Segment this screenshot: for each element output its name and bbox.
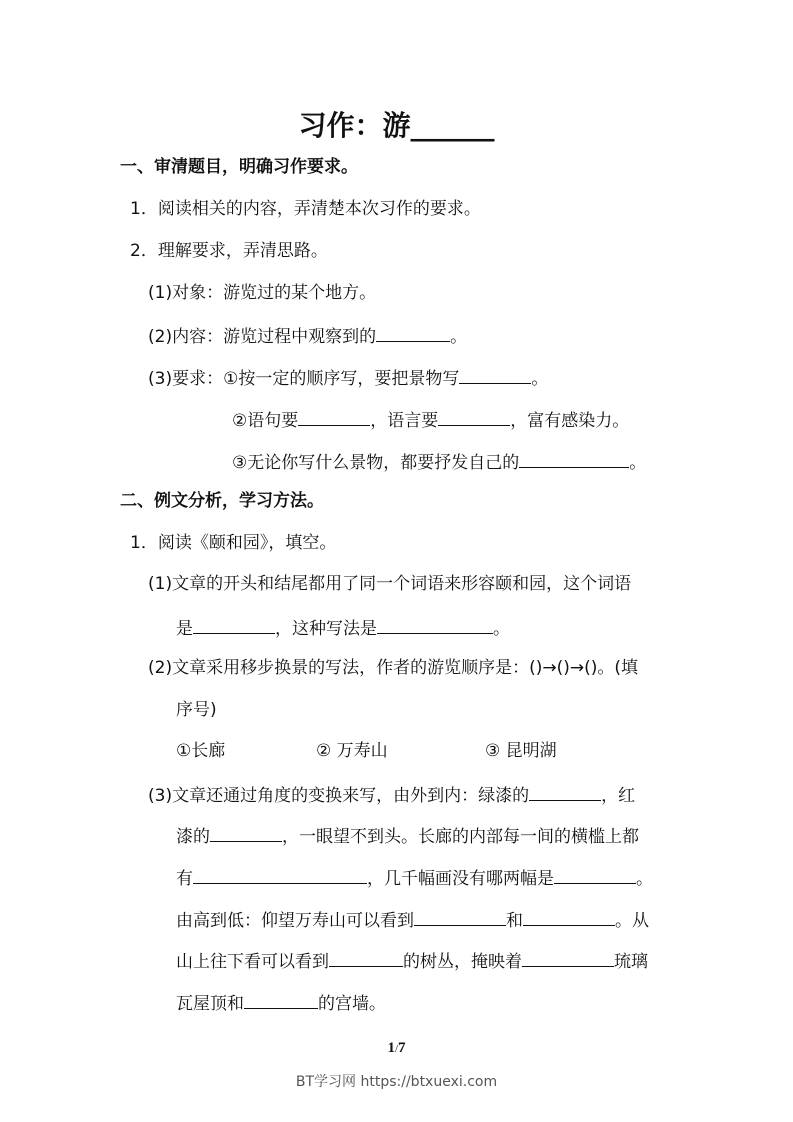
text: ，红 — [601, 786, 636, 806]
text: (2)内容：游览过程中观察到的 — [148, 327, 377, 347]
text: ③无论你写什么景物，都要抒发自己的 — [232, 453, 520, 473]
blank — [193, 615, 275, 634]
blank — [554, 865, 636, 884]
s2-q2-option3: ③ 昆明湖 — [485, 741, 557, 761]
text: ，语言要 — [370, 411, 439, 431]
title-blank: ______ — [410, 109, 495, 142]
text: 。 — [636, 869, 653, 889]
page-current: 1 — [387, 1040, 395, 1056]
s2-q3-line2 — [176, 823, 639, 848]
text: 瓦屋顶和 — [176, 994, 244, 1014]
section2-heading: 二、例文分析，学习方法。 — [120, 491, 324, 511]
page-sep: / — [394, 1043, 399, 1055]
s1-sub2 — [148, 323, 467, 348]
page-total: 7 — [398, 1040, 406, 1056]
s2-q3-line5 — [176, 948, 648, 973]
s2-q2-line2: 序号) — [176, 700, 217, 720]
title-text: 习作：游 — [298, 109, 411, 142]
blank — [193, 865, 367, 884]
text: ，一眼望不到头。长廊的内部每一间的横槛上都 — [282, 827, 639, 847]
text: 有 — [176, 869, 193, 889]
text: 由高到低：仰望万寿山可以看到 — [176, 911, 414, 931]
page-title — [0, 108, 793, 144]
section1-heading: 一、审清题目，明确习作要求。 — [120, 157, 358, 177]
blank — [459, 365, 531, 384]
text: ，富有感染力。 — [510, 411, 630, 431]
text: (3)要求：①按一定的顺序写，要把景物写 — [148, 369, 460, 389]
s2-q3-line3 — [176, 865, 653, 890]
s2-q3-line1 — [148, 782, 635, 807]
text: 。 — [531, 369, 549, 389]
s1-item2: 2．理解要求，弄清思路。 — [130, 241, 328, 261]
s2-q1-line2 — [176, 615, 510, 640]
text: 山上往下看可以看到 — [176, 952, 329, 972]
blank — [377, 615, 493, 634]
blank — [523, 907, 615, 926]
text: ，这种写法是 — [275, 619, 377, 639]
blank — [414, 907, 506, 926]
text: 。 — [493, 619, 510, 639]
blank — [376, 323, 450, 342]
s2-q3-line4 — [176, 907, 649, 932]
footer-watermark: BT学习网 https://btxuexi.com — [295, 1074, 498, 1090]
text: (3)文章还通过角度的变换来写，由外到内：绿漆的 — [148, 786, 530, 806]
text: 。 — [450, 327, 468, 347]
page-number — [0, 1040, 793, 1057]
blank — [244, 990, 318, 1009]
blank — [522, 948, 614, 967]
text: ，几千幅画没有哪两幅是 — [367, 869, 554, 889]
text: 和 — [506, 911, 523, 931]
s1-item1: 1．阅读相关的内容，弄清楚本次习作的要求。 — [130, 199, 481, 219]
blank — [529, 782, 601, 801]
blank — [519, 449, 629, 468]
s2-q2-option1: ①长廊 — [176, 741, 226, 761]
text: 。从 — [615, 911, 649, 931]
s2-q2-line1: (2)文章采用移步换景的写法，作者的游览顺序是：()→()→()。(填 — [148, 658, 638, 678]
text: 。 — [629, 453, 647, 473]
s1-sub1: (1)对象：游览过的某个地方。 — [148, 283, 377, 303]
s2-q1-line1: (1)文章的开头和结尾都用了同一个词语来形容颐和园，这个词语 — [148, 574, 632, 594]
s2-q2-option2: ② 万寿山 — [316, 741, 388, 761]
s2-item1: 1．阅读《颐和园》，填空。 — [130, 533, 337, 553]
blank — [329, 948, 403, 967]
s1-sub3 — [148, 365, 548, 390]
text: 琉璃 — [614, 952, 648, 972]
text: 漆的 — [176, 827, 210, 847]
text: 是 — [176, 619, 193, 639]
text: 的树丛，掩映着 — [403, 952, 522, 972]
blank — [438, 407, 510, 426]
s1-sub3c — [232, 449, 646, 474]
blank — [298, 407, 370, 426]
text: 的宫墙。 — [318, 994, 386, 1014]
s2-q3-line6 — [176, 990, 386, 1015]
s1-sub3b — [232, 407, 629, 432]
text: ②语句要 — [232, 411, 299, 431]
blank — [210, 823, 282, 842]
